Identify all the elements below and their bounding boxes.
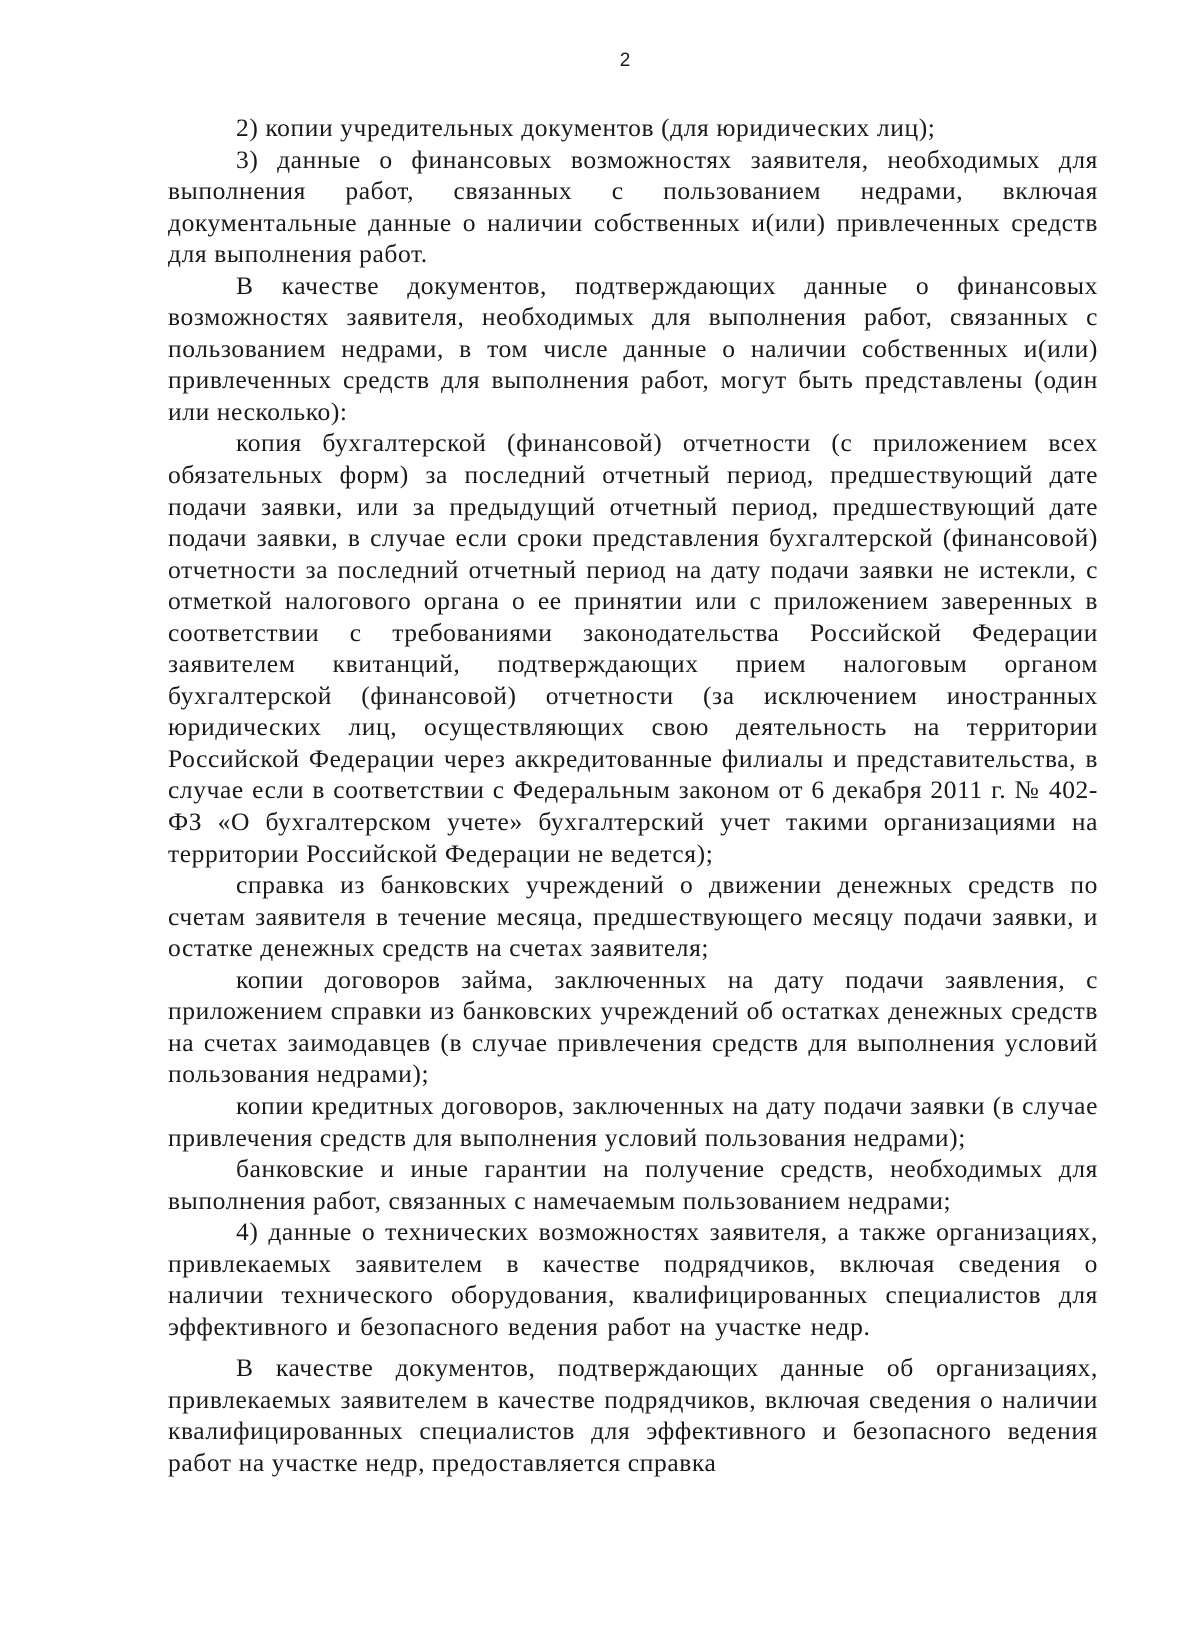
paragraph-credit-agreements: копии кредитных договоров, заключенных на дату подачи заявки (в случае привлечения средств для выполнения условий пользования недрами); xyxy=(168,1090,1098,1152)
paragraph-guarantees: банковские и иные гарантии на получение средств, необходимых для выполнения работ, связанных с намечаемым пользованием недрами; xyxy=(168,1154,1098,1215)
paragraph-item-2: 2) копии учредительных документов (для юридических лиц); xyxy=(236,113,936,142)
page-number: 2 xyxy=(619,50,631,71)
paragraph-bank-statement: справка из банковских учреждений о движении денежных средств по счетам заявителя в течение месяца, предшествующего месяцу подачи заявки, и остатке денежных средств на счетах заявителя; xyxy=(168,870,1098,963)
paragraph-loan-agreements: копии договоров займа, заключенных на дату подачи заявления, с приложением справки из банковских учреждений об остатках денежных средств на счетах заимодавцев (в случае привлечения средств для выполнения условий пользования недрами); xyxy=(168,964,1098,1089)
paragraph-contractor-documents: В качестве документов, подтверждающих данные об организациях, привлекаемых заявителем в качестве подрядчиков, включая сведения о наличии квалифицированных специалистов для эффективного и безопасного ведения работ на участке недр, предоставляется справка xyxy=(168,1353,1098,1477)
paragraph-item-4: 4) данные о технических возможностях заявителя, а также организациях, привлекаемых заявителем в качестве подрядчиков, включая сведения о наличии технического оборудования, квалифицированных специалистов для эффективного и безопасного ведения работ на участке недр. xyxy=(168,1217,1098,1341)
paragraph-item-3: 3) данные о финансовых возможностях заявителя, необходимых для выполнения работ, связанных с пользованием недрами, включая документальные данные о наличии собственных и(или) привлеченных средств для выполнения работ. xyxy=(168,144,1098,269)
document-body xyxy=(168,112,1098,1479)
paragraph-financial-documents: В качестве документов, подтверждающих данные о финансовых возможностях заявителя, необходимых для выполнения работ, связанных с пользованием недрами, в том числе данные о наличии собственных и(или) привлеченных средств для выполнения работ, могут быть представлены (один или несколько): xyxy=(168,270,1098,426)
paragraph-accounting-report: копия бухгалтерской (финансовой) отчетности (с приложением всех обязательных форм) за последний отчетный период, предшествующий дате подачи заявки, или за предыдущий отчетный период, предшествующий дате подачи заявки, в случае если сроки представления бухгалтерской (финансовой) отчетности за последний отчетный период на дату подачи заявки не истекли, с отметкой налогового органа о ее принятии или с приложением заверенных в соответствии с требованиями законодательства Российской Федерации заявителем квитанций, подтверждающих прием налоговым органом бухгалтерской (финансовой) отчетности (за исключением иностранных юридических лиц, осуществляющих свою деятельность на территории Российской Федерации через аккредитованные филиалы и представительства, в случае если в соответствии с Федеральным законом от 6 декабря 2011 г. № 402-ФЗ «О бухгалтерском учете» бухгалтерский учет такими организациями на территории Российской Федерации не ведется); xyxy=(168,428,1098,868)
